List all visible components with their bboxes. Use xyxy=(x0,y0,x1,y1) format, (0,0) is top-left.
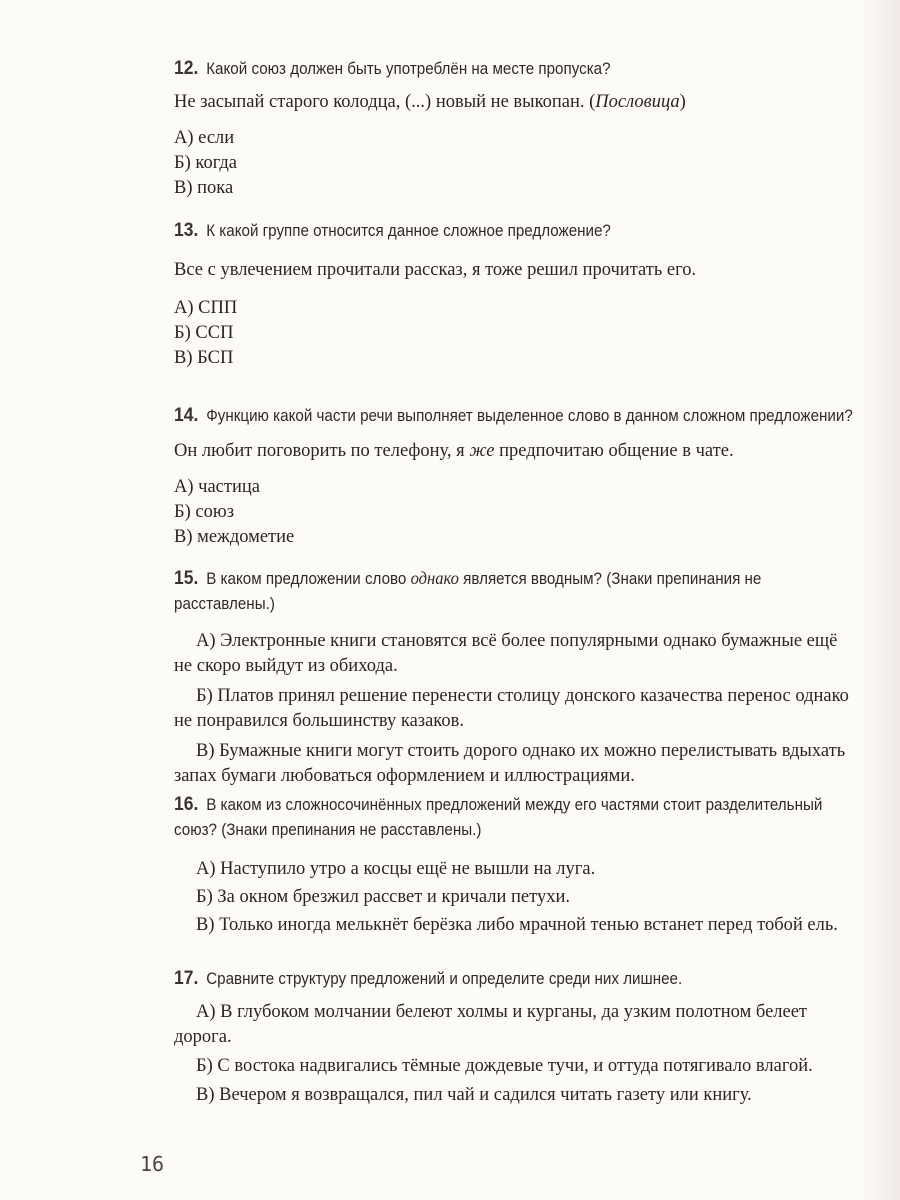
keyword: однако xyxy=(410,568,459,588)
option-c: В) БСП xyxy=(174,348,234,368)
option-a: А) СПП xyxy=(174,298,238,318)
answer-options xyxy=(174,126,854,201)
answer-options xyxy=(174,629,854,789)
sentence-end: ) xyxy=(679,92,686,112)
option-b: Б) С востока надвигались тёмные дождевые тучи, и оттуда потягивало влагой. xyxy=(196,1056,813,1076)
option-b: Б) Платов принял решение перенести столицу донского казачества перенос однако не понравился большинству казаков. xyxy=(174,686,849,731)
option-c: В) Вечером я возвращался, пил чай и садился читать газету или книгу. xyxy=(196,1085,752,1105)
option-c: В) междометие xyxy=(174,527,295,547)
example-sentence xyxy=(174,439,854,463)
question-17 xyxy=(174,966,854,1108)
question-13 xyxy=(174,218,854,371)
question-number: 14. xyxy=(174,405,199,426)
option-a: А) В глубоком молчании белеют холмы и курганы, да узким полотном белеет дорога. xyxy=(174,1002,808,1047)
option-a: А) если xyxy=(174,128,235,148)
answer-options xyxy=(174,1000,854,1108)
question-number: 17. xyxy=(174,968,199,989)
sentence-text-end: предпочитаю общение в чате. xyxy=(494,441,734,461)
answer-options xyxy=(174,475,854,550)
question-text-end: является вводным? (Знаки препинания не расставлены.) xyxy=(174,570,762,613)
sentence-text: Не засыпай старого колодца, (...) новый не выкопан. ( xyxy=(174,92,596,112)
example-sentence xyxy=(174,90,854,114)
page-edge-shadow xyxy=(860,0,900,1200)
option-b: Б) ССП xyxy=(174,323,234,343)
option-a: А) Электронные книги становятся всё более популярными однако бумажные ещё не скоро выйдут из обихода. xyxy=(174,631,838,676)
question-number: 15. xyxy=(174,568,199,589)
question-text: Сравните структуру предложений и определите среди них лишнее. xyxy=(206,970,683,988)
option-b: Б) когда xyxy=(174,153,237,173)
question-prompt xyxy=(174,56,855,82)
question-number: 16. xyxy=(174,794,199,815)
option-c: В) Бумажные книги могут стоить дорого однако их можно перелистывать вдыхать запах бумаги любоваться оформлением и иллюстрациями. xyxy=(174,741,846,786)
option-b: Б) союз xyxy=(174,502,234,522)
example-sentence: Все с увлечением прочитали рассказ, я тоже решил прочитать его. xyxy=(174,260,697,280)
question-16 xyxy=(174,792,854,938)
option-c: В) пока xyxy=(174,178,234,198)
option-b: Б) За окном брезжил рассвет и кричали петухи. xyxy=(196,887,571,907)
question-12 xyxy=(174,56,854,201)
question-text: К какой группе относится данное сложное предложение? xyxy=(206,222,611,240)
question-text: Какой союз должен быть употреблён на месте пропуска? xyxy=(206,60,611,78)
sentence-source: Пословица xyxy=(595,92,680,112)
answer-options xyxy=(174,857,854,938)
question-prompt xyxy=(174,966,855,992)
option-a: А) Наступило утро а косцы ещё не вышли на луга. xyxy=(196,859,596,879)
question-number: 12. xyxy=(174,58,199,79)
option-c: В) Только иногда мелькнёт берёзка либо мрачной тенью встанет перед тобой ель. xyxy=(196,915,838,935)
question-text: В каком из сложносочинённых предложений между его частями стоит разделительный союз? (Знаки препинания не расставлены.) xyxy=(174,796,823,839)
question-prompt xyxy=(174,792,855,843)
sentence-text: Он любит поговорить по телефону, я xyxy=(174,441,470,461)
question-text: В каком предложении слово xyxy=(206,570,411,588)
question-prompt xyxy=(174,403,855,429)
option-a: А) частица xyxy=(174,477,260,497)
question-14 xyxy=(174,403,854,550)
question-number: 13. xyxy=(174,220,199,241)
question-prompt xyxy=(174,566,855,617)
page-number: 16 xyxy=(140,1152,165,1176)
question-prompt xyxy=(174,218,855,244)
highlighted-word: же xyxy=(469,441,495,461)
question-15 xyxy=(174,566,854,789)
question-text: Функцию какой части речи выполняет выделенное слово в данном сложном предложении? xyxy=(206,407,853,425)
answer-options xyxy=(174,296,854,371)
